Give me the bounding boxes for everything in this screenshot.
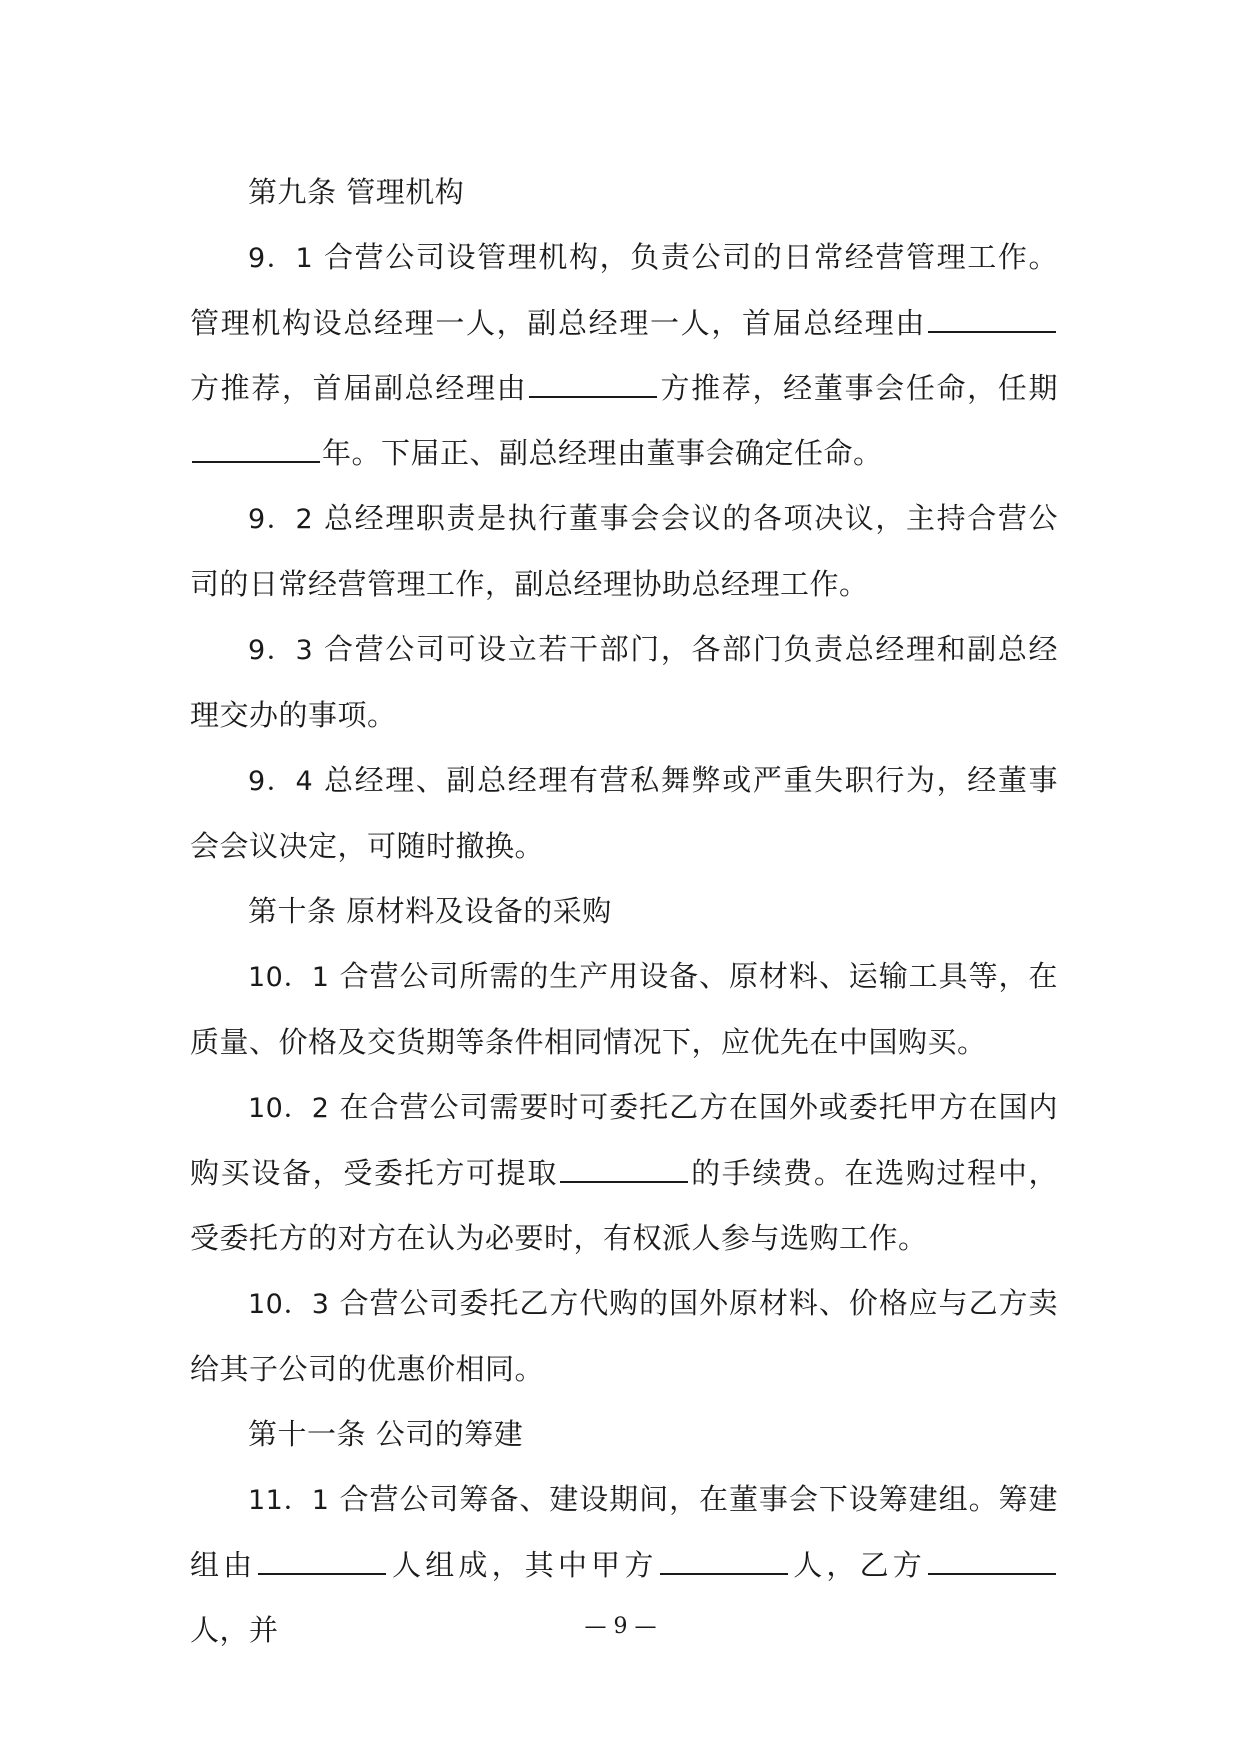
clause-number: 9．3	[248, 635, 314, 666]
clause-10-2	[190, 1075, 1058, 1271]
blank-field[interactable]	[192, 435, 320, 463]
clause-text: 的手续费。在选购过程中，受委托方的对方在认为必要时，有权派人参与选购工作。	[190, 1156, 1058, 1255]
clause-text: 合营公司设管理机构，负责公司的日常经营管理工作。管理机构设总经理一人，副总经理一人，首届总经理由	[190, 240, 1058, 340]
clause-9-3	[190, 617, 1058, 748]
clause-text: 在合营公司需要时可委托乙方在国外或委托甲方在国内购买设备，受委托方可提取	[190, 1090, 1058, 1190]
clause-number: 10．2	[248, 1093, 330, 1124]
clause-text: 合营公司筹备、建设期间，在董事会下设筹建组。筹建组由	[190, 1482, 1058, 1582]
blank-field[interactable]	[258, 1547, 386, 1575]
clause-10-3	[190, 1271, 1058, 1402]
clause-10-1	[190, 944, 1058, 1075]
clause-9-4	[190, 748, 1058, 879]
blank-field[interactable]	[660, 1547, 788, 1575]
clause-text: 年。下届正、副总经理由董事会确定任命。	[322, 436, 883, 470]
clause-9-2	[190, 486, 1058, 617]
article-heading: 第十条 原材料及设备的采购	[248, 894, 612, 928]
article-heading: 第十一条 公司的筹建	[248, 1417, 524, 1451]
blank-field[interactable]	[529, 370, 657, 398]
clause-text: 总经理职责是执行董事会会议的各项决议，主持合营公司的日常经营管理工作，副总经理协助总经理工作。	[190, 501, 1058, 601]
page-number: — 9 —	[584, 1614, 657, 1639]
clause-text: 人，并	[190, 1613, 279, 1647]
clause-text: 人组成，其中甲方	[388, 1548, 658, 1582]
blank-field[interactable]	[928, 1547, 1056, 1575]
clause-text: 合营公司委托乙方代购的国外原材料、价格应与乙方卖给其子公司的优惠价相同。	[190, 1286, 1058, 1386]
clause-text: 总经理、副总经理有营私舞弊或严重失职行为，经董事会会议决定，可随时撤换。	[190, 763, 1058, 863]
clause-text: 合营公司可设立若干部门，各部门负责总经理和副总经理交办的事项。	[190, 632, 1058, 732]
clause-number: 9．4	[248, 766, 314, 797]
clause-9-1	[190, 225, 1058, 486]
clause-text: 方推荐，首届副总经理由	[190, 371, 528, 405]
clause-text: 合营公司所需的生产用设备、原材料、运输工具等，在质量、价格及交货期等条件相同情况下，应优先在中国购买。	[190, 959, 1058, 1059]
clause-number: 9．1	[248, 243, 314, 274]
clause-number: 10．3	[248, 1289, 330, 1320]
clause-text: 方推荐，经董事会任命，任期	[659, 371, 1058, 405]
blank-field[interactable]	[560, 1155, 688, 1183]
clause-number: 10．1	[248, 962, 330, 993]
clause-text: 人，乙方	[789, 1548, 926, 1582]
clause-number: 11．1	[248, 1485, 330, 1516]
article-heading: 第九条 管理机构	[248, 175, 465, 209]
clause-number: 9．2	[248, 504, 314, 535]
blank-field[interactable]	[928, 305, 1056, 333]
document-body	[190, 160, 1058, 1663]
